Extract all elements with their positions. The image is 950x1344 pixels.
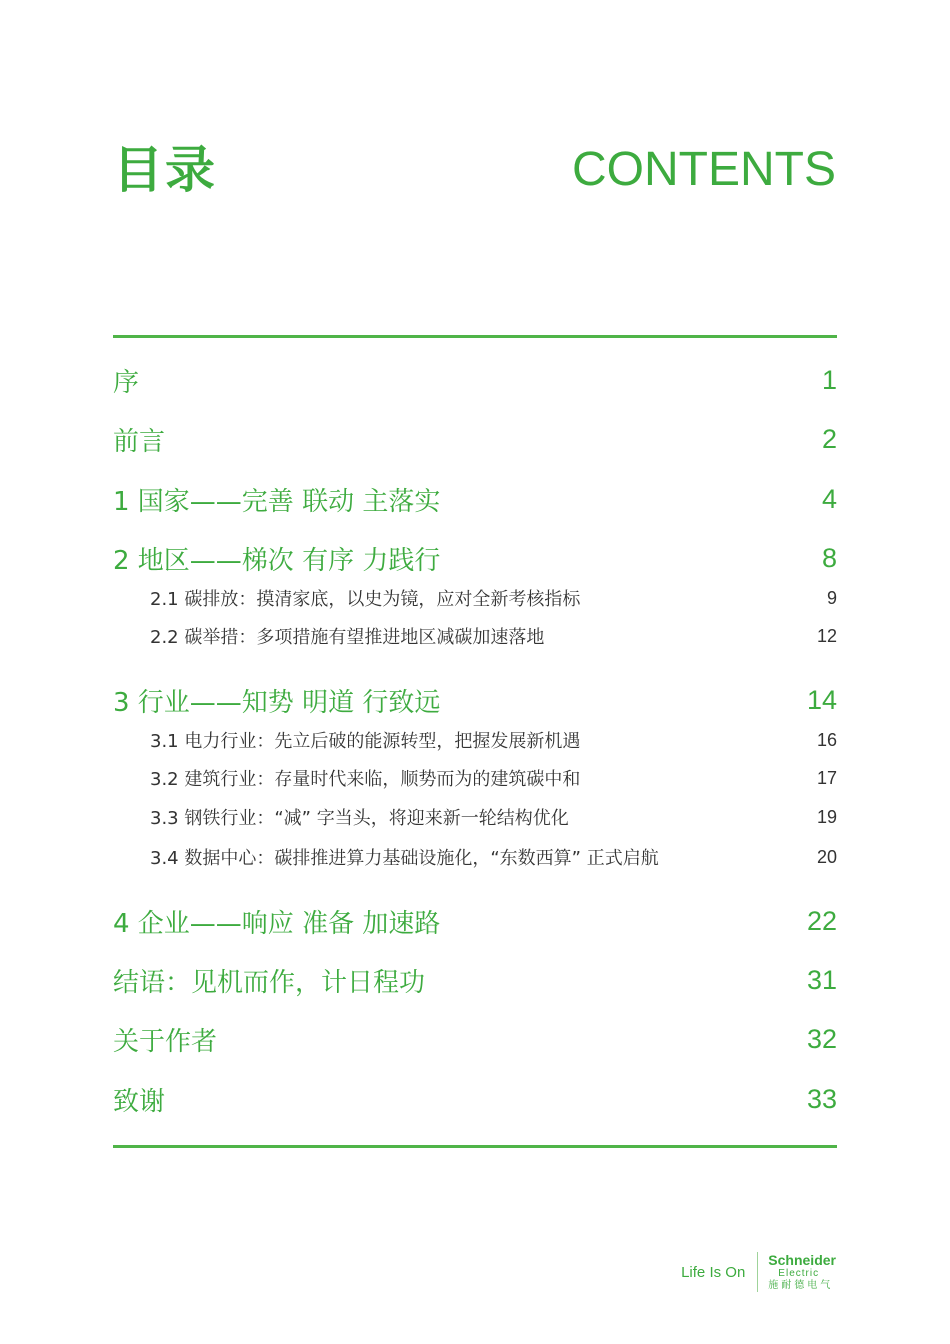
toc-entry-label: 2.2 碳举措：多项措施有望推进地区减碳加速落地 (150, 627, 545, 648)
toc-entry-preface[interactable] (113, 360, 837, 400)
toc-entry-page: 33 (806, 1083, 837, 1114)
toc-entry-page: 17 (816, 767, 837, 788)
toc-entry-page: 1 (821, 364, 837, 395)
schneider-logo (768, 1253, 836, 1292)
toc-entry-label: 3.1 电力行业：先立后破的能源转型，把握发展新机遇 (150, 731, 581, 752)
toc-entry-chapter-3[interactable] (113, 680, 837, 720)
footer-brand (681, 1252, 836, 1292)
toc-entry-section-3-1[interactable] (113, 726, 837, 754)
toc-entry-chapter-4[interactable] (113, 901, 837, 941)
brand-sub: Electric (778, 1267, 820, 1279)
toc-entry-label: 3.4 数据中心：碳排推进算力基础设施化，“东数西算” 正式启航 (150, 848, 659, 869)
toc-entry-page: 32 (806, 1023, 837, 1054)
toc-entry-conclusion[interactable] (113, 960, 837, 1000)
toc-entry-label: 2 地区——梯次 有序 力践行 (113, 545, 441, 576)
toc-entry-page: 12 (816, 625, 837, 646)
top-divider (113, 335, 837, 338)
toc-entry-section-2-1[interactable] (113, 584, 837, 612)
toc-entry-label: 4 企业——响应 准备 加速路 (113, 908, 441, 939)
toc-entry-page: 22 (806, 905, 837, 936)
toc-entry-section-2-2[interactable] (113, 622, 837, 650)
toc-entry-chapter-2[interactable] (113, 538, 837, 578)
brand-cn: 施耐德电气 (768, 1279, 834, 1291)
page-title-cn: 目录 (113, 141, 217, 199)
toc-entry-section-3-2[interactable] (113, 764, 837, 792)
toc-entry-label: 3 行业——知势 明道 行致远 (113, 687, 441, 718)
toc-entry-label: 致谢 (113, 1086, 166, 1117)
toc-entry-label: 序 (113, 367, 140, 398)
toc-entry-foreword[interactable] (113, 419, 837, 459)
toc-entry-page: 31 (806, 964, 837, 995)
toc-entry-label: 关于作者 (113, 1026, 218, 1057)
toc-entry-page: 8 (821, 542, 837, 573)
footer-divider (757, 1252, 758, 1292)
toc-entry-section-3-3[interactable] (113, 803, 837, 831)
toc-entry-label: 1 国家——完善 联动 主落实 (113, 486, 441, 517)
toc-entry-acknowledgements[interactable] (113, 1079, 837, 1119)
toc-entry-label: 结语：见机而作，计日程功 (113, 967, 426, 998)
toc-entry-page: 14 (806, 684, 837, 715)
toc-entry-page: 16 (816, 729, 837, 750)
toc-entry-section-3-4[interactable] (113, 843, 837, 871)
toc-entry-label: 前言 (113, 426, 166, 457)
brand-name: Schneider (768, 1251, 836, 1268)
toc-entry-label: 3.2 建筑行业：存量时代来临，顺势而为的建筑碳中和 (150, 769, 581, 790)
toc-entry-page: 9 (826, 587, 837, 608)
toc-entry-page: 2 (821, 423, 837, 454)
toc-entry-label: 2.1 碳排放：摸清家底，以史为镜，应对全新考核指标 (150, 589, 581, 610)
toc-entry-label: 3.3 钢铁行业：“减” 字当头，将迎来新一轮结构优化 (150, 808, 569, 829)
toc-entry-page: 20 (816, 846, 837, 867)
toc-entry-page: 19 (816, 806, 837, 827)
toc-entry-chapter-1[interactable] (113, 479, 837, 519)
toc-entry-page: 4 (821, 483, 837, 514)
toc-entry-about-authors[interactable] (113, 1019, 837, 1059)
life-is-on-slogan: Life Is On (681, 1263, 746, 1281)
page-title-en: CONTENTS (572, 143, 836, 196)
bottom-divider (113, 1145, 837, 1148)
